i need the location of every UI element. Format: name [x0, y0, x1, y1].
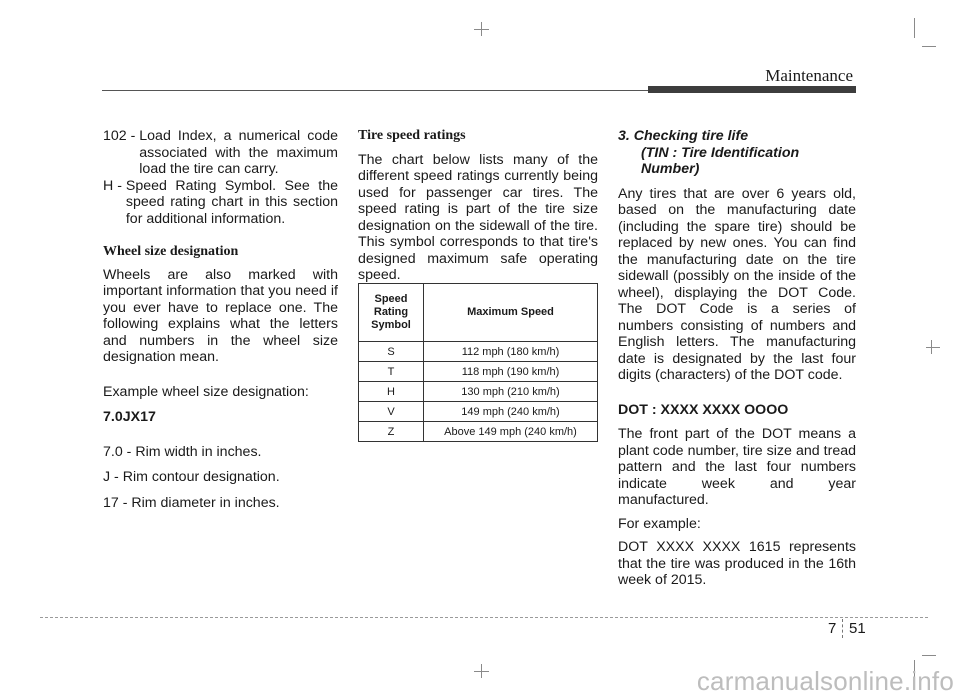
footer-rule	[40, 617, 928, 618]
watermark: carmanualsonline.info	[696, 666, 954, 696]
header-accent-bar	[648, 86, 856, 93]
dot-explanation: The front part of the DOT means a plant code number, tire size and tread pattern and the last four numbers indicate week and year manufactured.	[618, 426, 856, 508]
footer-separator	[842, 619, 843, 638]
speed-symbol-header	[359, 284, 424, 342]
heading-line: Number)	[641, 161, 700, 177]
heading-line: (TIN : Tire Identification	[641, 144, 800, 161]
heading-line: 3. Checking tire life	[618, 128, 749, 144]
table-row	[359, 422, 598, 442]
wheel-size-body: Wheels are also marked with important information that you need if you ever have to replace one. The following explains what the letters and numbers in the wheel size designation mean.	[103, 266, 338, 365]
item-text: Speed Rating Symbol. See the speed rating chart in this section for additional information.	[125, 177, 338, 227]
speed-cell: Above 149 mph (240 km/h)	[424, 422, 598, 442]
rim-contour-item: J - Rim contour designation.	[103, 469, 280, 485]
header-line: Speed	[374, 293, 408, 305]
item-key: H -	[103, 177, 126, 194]
header-line: Symbol	[371, 319, 411, 331]
table-row	[359, 362, 598, 382]
symbol-cell: H	[359, 382, 424, 402]
item-key: 102 -	[103, 128, 140, 144]
crop-mark-top-center-h	[474, 29, 489, 30]
crop-mark-top-right-h	[922, 46, 936, 47]
crop-mark-bottom-center-h	[474, 671, 489, 672]
left-column	[103, 128, 338, 511]
speed-ratings-body: The chart below lists many of the different speed ratings currently being used for passenger car tires. The speed rating is part of the tire size designation on the sidewall of the tire. This symbol corresponds to that tire's designed maximum safe operating speed.	[358, 151, 598, 283]
symbol-cell: V	[359, 402, 424, 422]
table-row	[359, 342, 598, 362]
symbol-cell: Z	[359, 422, 424, 442]
header-line: Rating	[373, 306, 409, 318]
crop-mark-bottom-right-h	[922, 655, 936, 656]
crop-mark-top-right-v	[914, 18, 915, 38]
header-rule	[102, 90, 648, 91]
speed-cell: 112 mph (180 km/h)	[424, 342, 598, 362]
symbol-cell: S	[359, 342, 424, 362]
chapter-number: 7	[828, 620, 837, 637]
example-value: 7.0JX17	[103, 409, 156, 425]
load-index-item	[103, 128, 338, 178]
dot-format: DOT : XXXX XXXX OOOO	[618, 401, 789, 418]
example-label: Example wheel size designation:	[103, 383, 309, 400]
table-header-row	[359, 284, 598, 342]
speed-cell: 130 mph (210 km/h)	[424, 382, 598, 402]
speed-cell: 149 mph (240 km/h)	[424, 402, 598, 422]
item-text: Load Index, a numerical code associated with the maximum load the tire can carry.	[139, 128, 338, 177]
maximum-speed-header: Maximum Speed	[424, 284, 598, 342]
table-row	[359, 402, 598, 422]
table-row	[359, 382, 598, 402]
speed-symbol-item	[103, 178, 338, 228]
rim-diameter-item: 17 - Rim diameter in inches.	[103, 494, 280, 511]
crop-mark-right-center-h	[926, 347, 940, 348]
right-column	[618, 128, 856, 589]
speed-ratings-heading: Tire speed ratings	[358, 128, 466, 143]
wheel-size-heading: Wheel size designation	[103, 244, 239, 259]
speed-cell: 118 mph (190 km/h)	[424, 362, 598, 382]
dot-example: DOT XXXX XXXX 1615 represents that the tire was produced in the 16th week of 2015.	[618, 539, 856, 588]
speed-rating-table	[358, 283, 598, 442]
tire-life-body: Any tires that are over 6 years old, based on the manufacturing date (including the spare tire) should be replaced by new ones. You can find the manufacturing date on the tire sidewall (possibly on the inside of the wheel), displaying the DOT Code. The DOT Code is a series of numbers consisting of numbers and English letters. The manufacturing date is designated by the last four digits (characters) of the DOT code.	[618, 185, 856, 383]
example-label: For example:	[618, 515, 701, 532]
symbol-cell: T	[359, 362, 424, 382]
middle-column	[358, 128, 598, 284]
rim-width-item: 7.0 - Rim width in inches.	[103, 443, 262, 460]
tire-life-heading	[618, 128, 856, 178]
section-title: Maintenance	[765, 66, 853, 85]
page-number: 51	[849, 620, 866, 637]
